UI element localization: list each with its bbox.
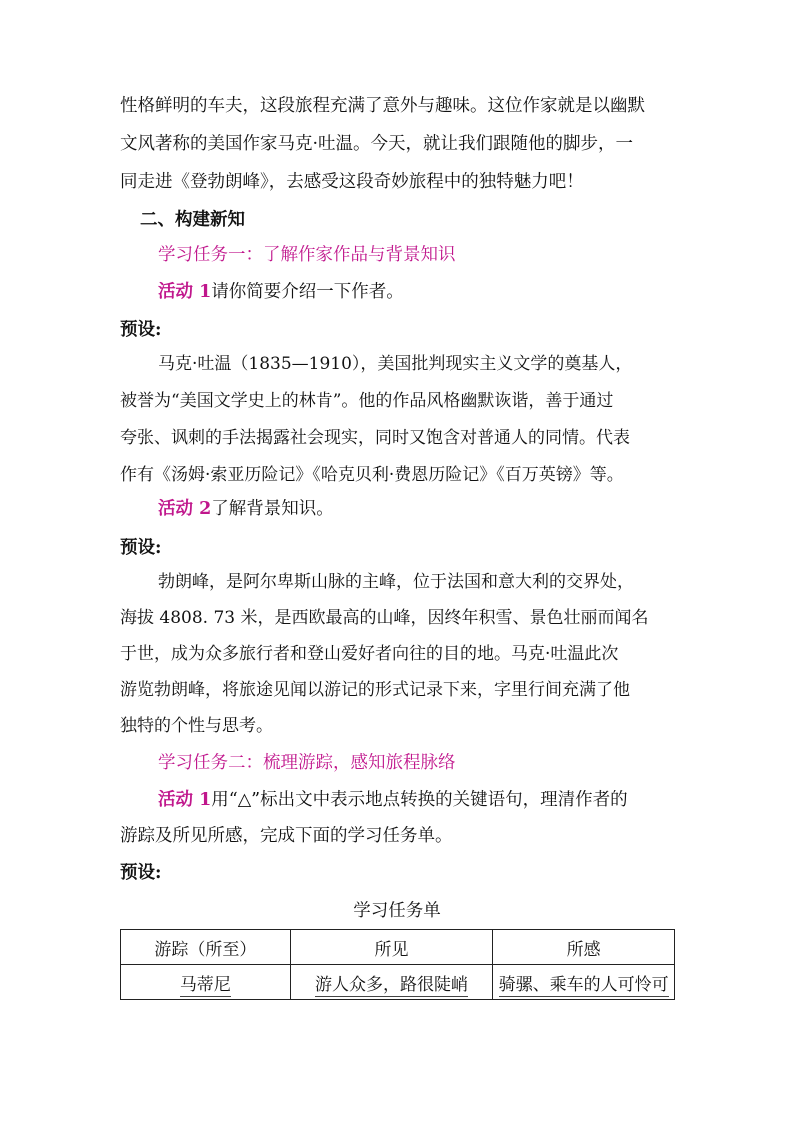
intro-line-2: 文风著称的美国作家马克·吐温。今天，就让我们跟随他的脚步，一 bbox=[120, 134, 634, 154]
task1-title: 学习任务一：了解作家作品与背景知识 bbox=[158, 245, 456, 265]
preset1-line-4: 作有《汤姆·索亚历险记》《哈克贝利·费恩历险记》《百万英镑》等。 bbox=[120, 465, 624, 485]
activity-text: 请你简要介绍一下作者。 bbox=[211, 282, 404, 302]
preset2-line-1: 勃朗峰，是阿尔卑斯山脉的主峰，位于法国和意大利的交界处， bbox=[158, 572, 634, 592]
intro-line-3: 同走进《登勃朗峰》，去感受这段奇妙旅程中的独特魅力吧！ bbox=[120, 172, 584, 192]
table-header-cell: 所感 bbox=[493, 930, 675, 965]
preset2-line-3: 于世，成为众多旅行者和登山爱好者向往的目的地。马克·吐温此次 bbox=[120, 644, 619, 664]
activity-text: 用“△”标出文中表示地点转换的关键语句，理清作者的 bbox=[211, 790, 628, 810]
preset-label: 预设: bbox=[120, 538, 162, 558]
table-cell bbox=[290, 965, 493, 1000]
preset1-line-1: 马克·吐温（1835—1910），美国批判现实主义文学的奠基人， bbox=[158, 354, 633, 374]
table-header-cell: 游踪（所至） bbox=[121, 930, 291, 965]
task1-activity2 bbox=[158, 497, 718, 521]
cell-text: 马蒂尼 bbox=[179, 974, 231, 995]
table-cell bbox=[121, 965, 291, 1000]
activity-label: 活动 2 bbox=[158, 499, 212, 519]
section-heading: 二、构建新知 bbox=[140, 210, 245, 230]
table-cell bbox=[493, 965, 675, 1000]
activity-label: 活动 1 bbox=[158, 790, 212, 810]
activity-text: 了解背景知识。 bbox=[211, 499, 334, 519]
task2-activity1-line-2: 游踪及所见所感，完成下面的学习任务单。 bbox=[120, 826, 453, 846]
table-header-row bbox=[121, 930, 675, 965]
task2-activity1 bbox=[158, 788, 718, 812]
preset2-line-4: 游览勃朗峰，将旅途见闻以游记的形式记录下来，字里行间充满了他 bbox=[120, 680, 630, 700]
table-header-cell: 所见 bbox=[290, 930, 493, 965]
preset-label: 预设: bbox=[120, 863, 162, 883]
preset1-line-3: 夸张、讽刺的手法揭露社会现实，同时又饱含对普通人的同情。代表 bbox=[120, 428, 630, 448]
preset1-line-2: 被誉为“美国文学史上的林肯”。他的作品风格幽默诙谐，善于通过 bbox=[120, 391, 614, 411]
preset-label: 预设: bbox=[120, 320, 162, 340]
preset2-line-5: 独特的个性与思考。 bbox=[120, 716, 273, 736]
task1-activity1 bbox=[158, 280, 718, 304]
preset2-line-2: 海拔 4808. 73 米，是西欧最高的山峰，因终年积雪、景色壮丽而闻名 bbox=[120, 608, 649, 628]
cell-text: 游人众多，路很陡峭 bbox=[315, 974, 469, 995]
intro-line-1: 性格鲜明的车夫，这段旅程充满了意外与趣味。这位作家就是以幽默 bbox=[120, 96, 645, 116]
cell-text: 骑骡、乘车的人可怜可 bbox=[498, 974, 669, 995]
table-row bbox=[121, 965, 675, 1000]
worksheet-table bbox=[120, 929, 675, 1000]
activity-label: 活动 1 bbox=[158, 282, 212, 302]
task2-title: 学习任务二：梳理游踪，感知旅程脉络 bbox=[158, 753, 456, 773]
worksheet-title: 学习任务单 bbox=[353, 901, 441, 921]
